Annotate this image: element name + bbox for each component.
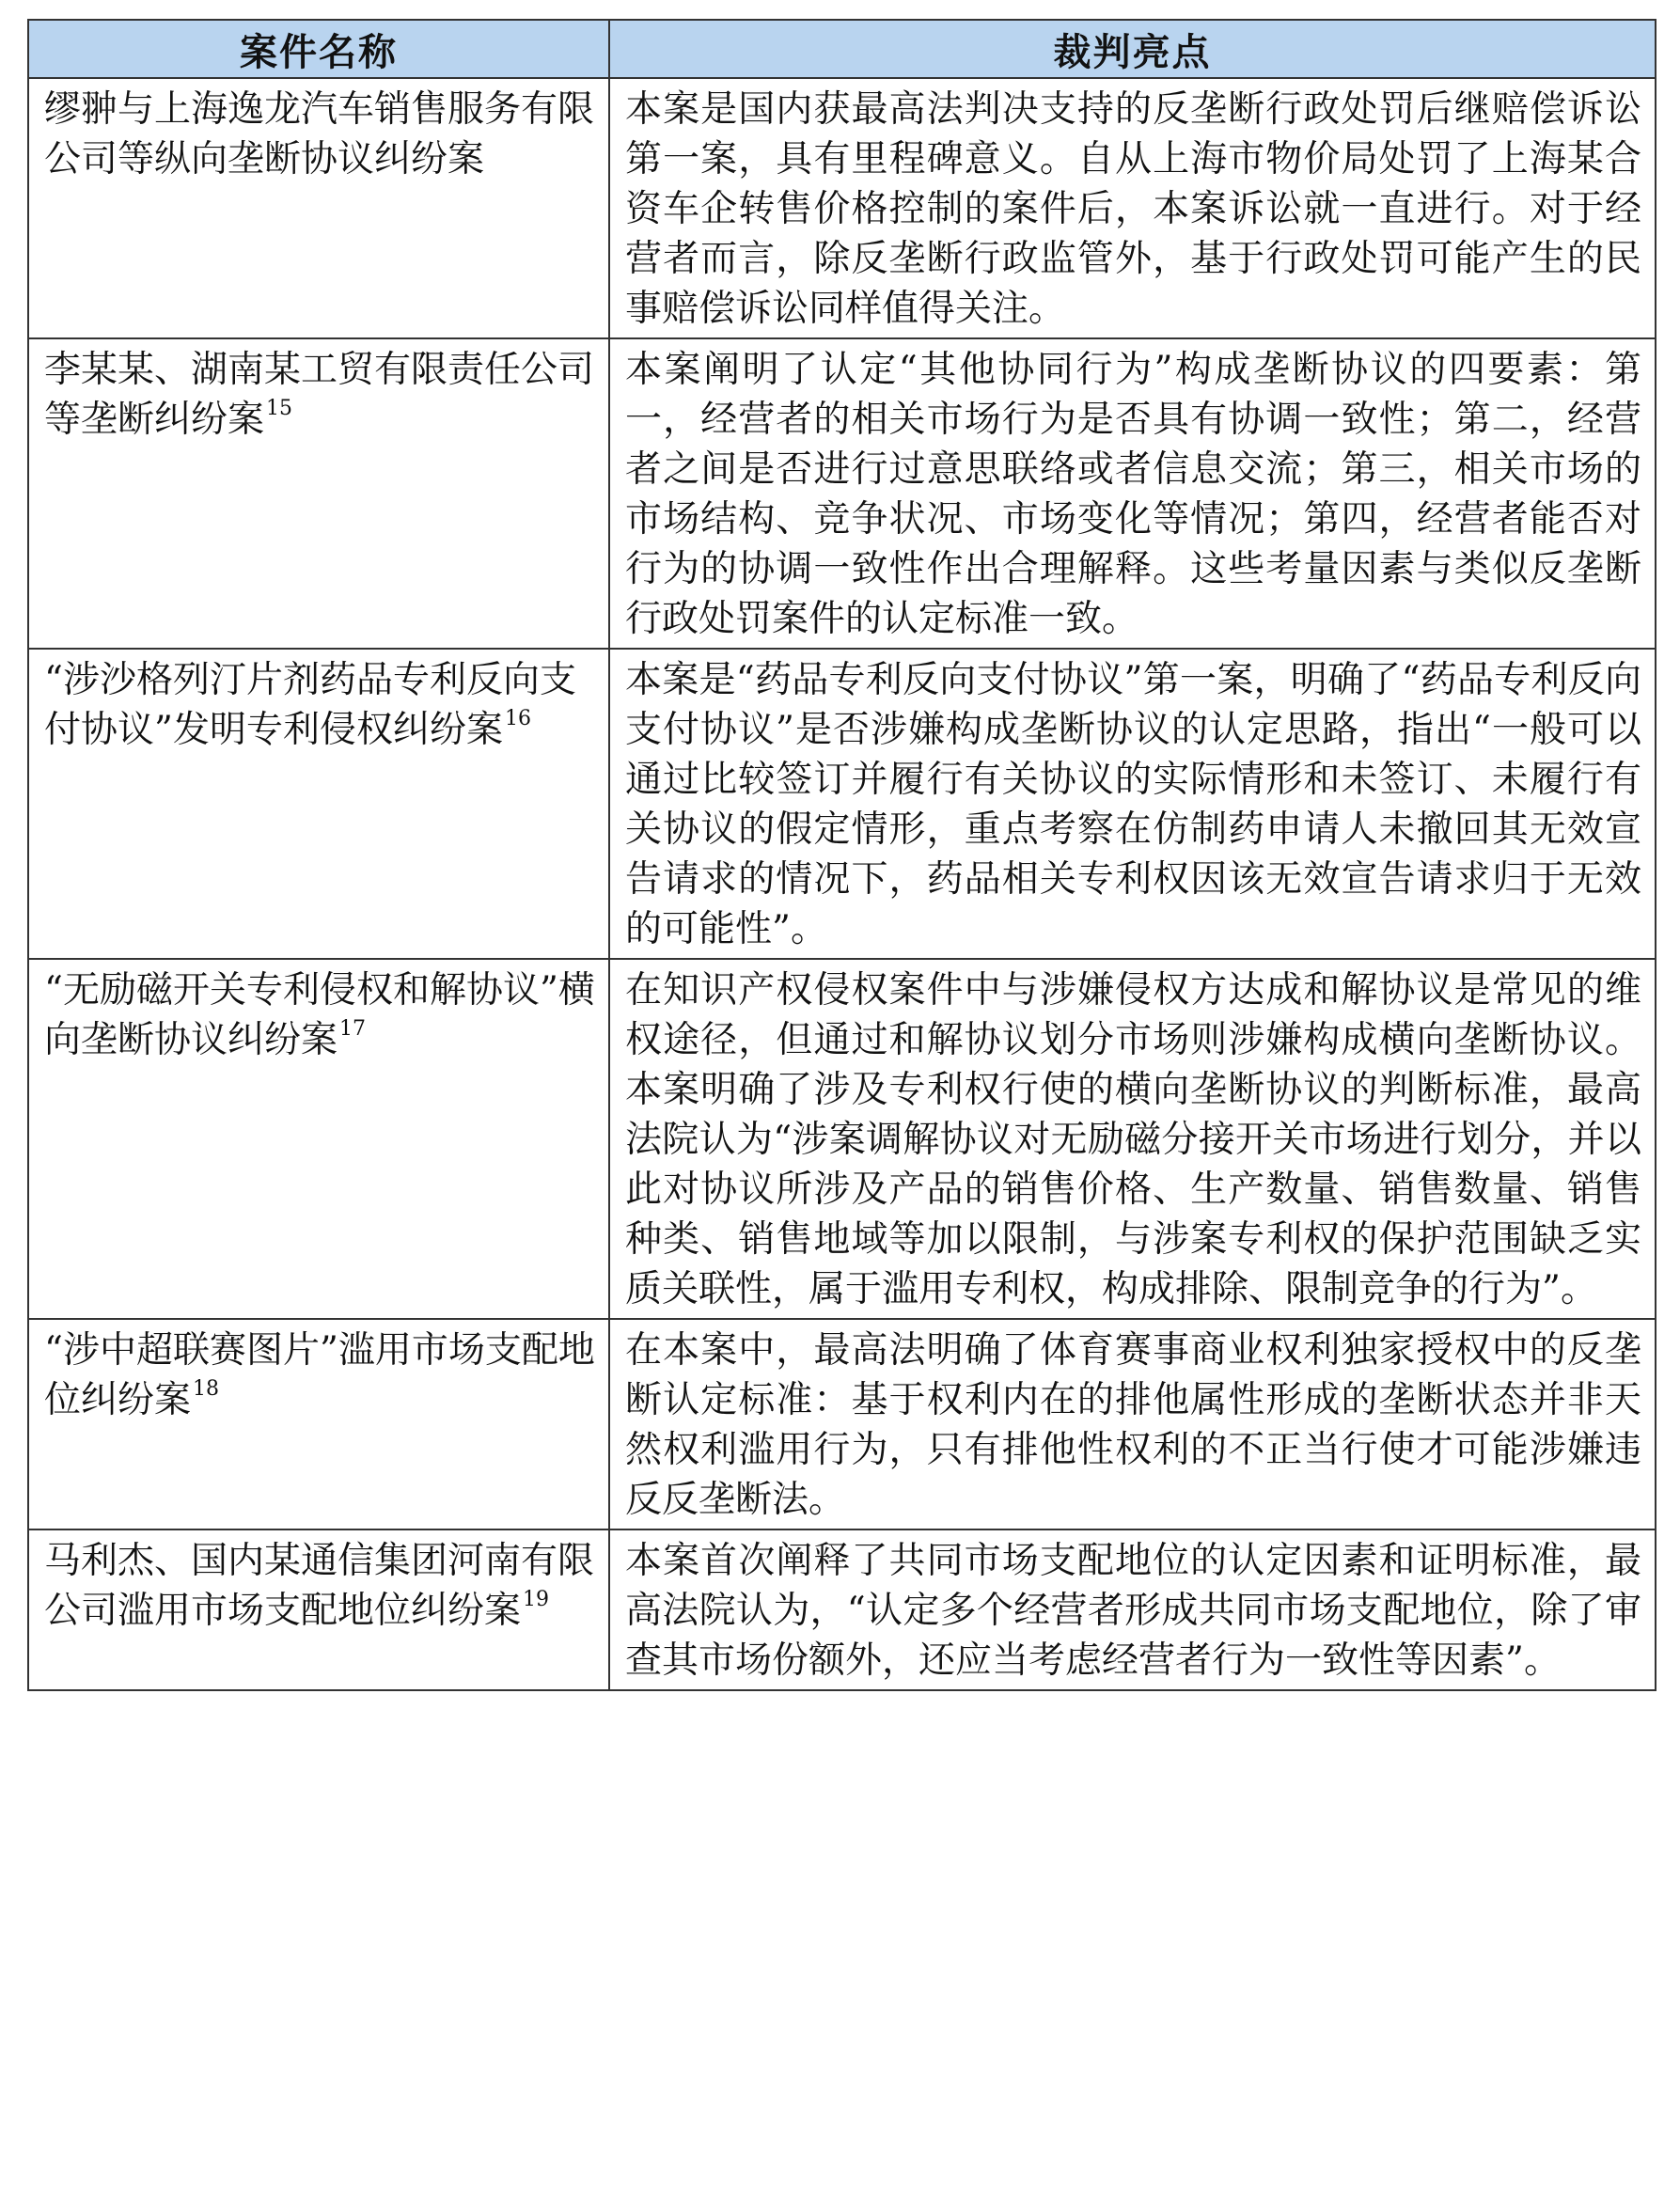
table-row [28, 959, 1656, 1319]
case-highlight: 本案是国内获最高法判决支持的反垄断行政处罚后继赔偿诉讼第一案，具有里程碑意义。自从上海市物价局处罚了上海某合资车企转售价格控制的案件后，本案诉讼就一直进行。对于经营者而言，除反垄断行政监管外，基于行政处罚可能产生的民事赔偿诉讼同样值得关注。 [609, 78, 1656, 338]
table-row [28, 78, 1656, 338]
footnote-ref: 19 [523, 1588, 550, 1611]
table-row [28, 338, 1656, 649]
header-highlight: 裁判亮点 [609, 20, 1656, 78]
case-name: “无励磁开关专利侵权和解协议”横向垄断协议纠纷案 [44, 969, 595, 1061]
header-case-name: 案件名称 [28, 20, 609, 78]
footnote-ref: 17 [339, 1017, 367, 1041]
table-row [28, 1319, 1656, 1529]
case-name-cell [28, 649, 609, 959]
case-highlight: 本案是“药品专利反向支付协议”第一案，明确了“药品专利反向支付协议”是否涉嫌构成垄断协议的认定思路，指出“一般可以通过比较签订并履行有关协议的实际情形和未签订、未履行有关协议的假定情形，重点考察在仿制药申请人未撤回其无效宣告请求的情况下，药品相关专利权因该无效宣告请求归于无效的可能性”。 [609, 649, 1656, 959]
footnote-ref: 15 [266, 397, 293, 420]
case-name: “涉中超联赛图片”滥用市场支配地位纠纷案 [44, 1329, 595, 1421]
case-name-cell [28, 959, 609, 1319]
case-name-cell [28, 1529, 609, 1690]
case-name-cell [28, 78, 609, 338]
case-name: 李某某、湖南某工贸有限责任公司等垄断纠纷案 [44, 349, 595, 441]
case-name-cell [28, 338, 609, 649]
case-highlight: 在本案中，最高法明确了体育赛事商业权利独家授权中的反垄断认定标准：基于权利内在的排他属性形成的垄断状态并非天然权利滥用行为，只有排他性权利的不正当行使才可能涉嫌违反反垄断法。 [609, 1319, 1656, 1529]
case-highlight: 本案阐明了认定“其他协同行为”构成垄断协议的四要素：第一，经营者的相关市场行为是否具有协调一致性；第二，经营者之间是否进行过意思联络或者信息交流；第三，相关市场的市场结构、竞争状况、市场变化等情况；第四，经营者能否对行为的协调一致性作出合理解释。这些考量因素与类似反垄断行政处罚案件的认定标准一致。 [609, 338, 1656, 649]
case-highlight: 在知识产权侵权案件中与涉嫌侵权方达成和解协议是常见的维权途径，但通过和解协议划分市场则涉嫌构成横向垄断协议。本案明确了涉及专利权行使的横向垄断协议的判断标准，最高法院认为“涉案调解协议对无励磁分接开关市场进行划分，并以此对协议所涉及产品的销售价格、生产数量、销售数量、销售种类、销售地域等加以限制，与涉案专利权的保护范围缺乏实质关联性，属于滥用专利权，构成排除、限制竞争的行为”。 [609, 959, 1656, 1319]
case-name: “涉沙格列汀片剂药品专利反向支付协议”发明专利侵权纠纷案 [44, 659, 576, 751]
case-name: 马利杰、国内某通信集团河南有限公司滥用市场支配地位纠纷案 [44, 1540, 595, 1632]
footnote-ref: 18 [193, 1377, 220, 1401]
case-name-cell [28, 1319, 609, 1529]
table-row [28, 649, 1656, 959]
header-row [28, 20, 1656, 78]
case-name: 缪翀与上海逸龙汽车销售服务有限公司等纵向垄断协议纠纷案 [44, 88, 595, 180]
footnote-ref: 16 [504, 707, 531, 730]
case-highlight: 本案首次阐释了共同市场支配地位的认定因素和证明标准，最高法院认为，“认定多个经营者形成共同市场支配地位，除了审查其市场份额外，还应当考虑经营者行为一致性等因素”。 [609, 1529, 1656, 1690]
table-row [28, 1529, 1656, 1690]
case-table [27, 19, 1656, 1691]
